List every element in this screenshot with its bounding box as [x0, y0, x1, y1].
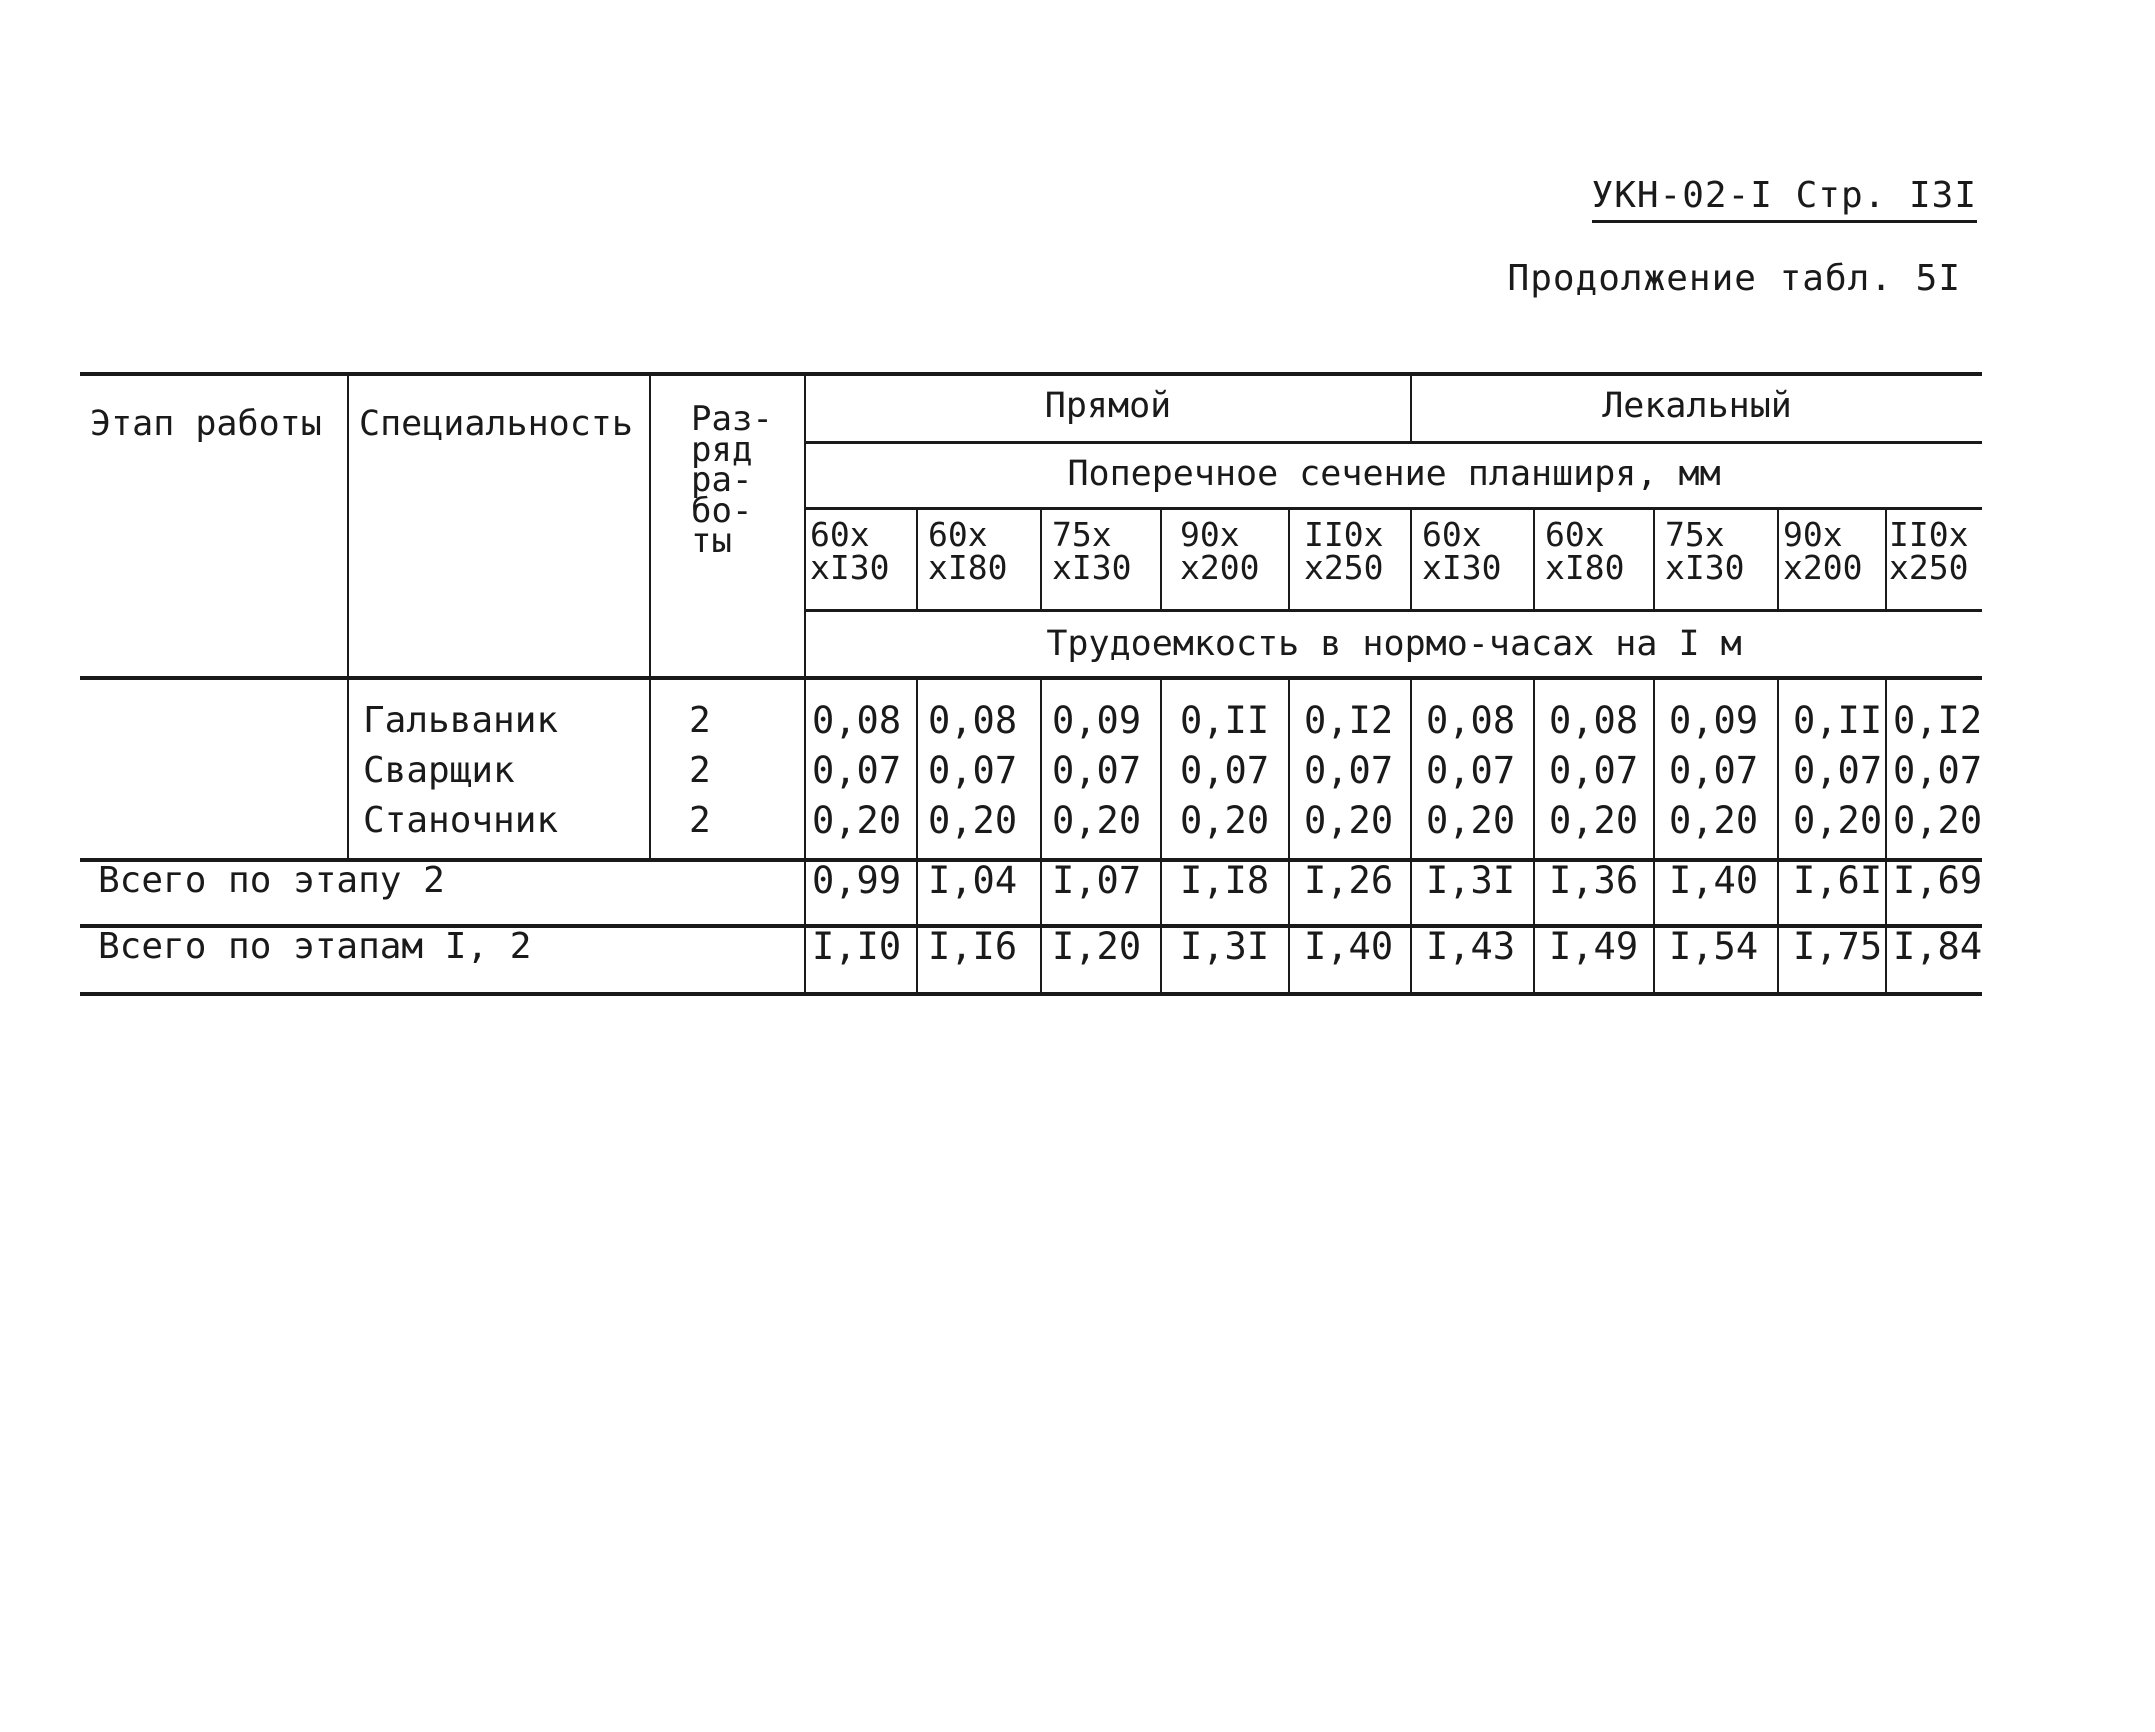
total-all-cell: I,54 [1654, 926, 1778, 994]
value-cell: 0,20 [1893, 799, 1983, 842]
group-straight-text: Прямой [1044, 386, 1172, 426]
value-cell: 0,I2 [1304, 699, 1394, 742]
value-cell: 0,07 [1426, 749, 1516, 792]
total-stage-cell: 0,99 [805, 860, 917, 926]
size-label: 60x xI30 [810, 514, 890, 587]
header-specialty-text: Специальность [359, 404, 633, 444]
total-stage-label-text: Всего по этапу 2 [98, 860, 445, 901]
total-stage-cell: I,3I [1411, 860, 1534, 926]
size-label: II0x x250 [1889, 514, 1969, 587]
total-all-cell: I,20 [1041, 926, 1161, 994]
group-curved [1411, 374, 1982, 442]
value-column [1654, 678, 1778, 860]
value-cell: 0,20 [1052, 799, 1142, 842]
value-cell: 0,08 [1549, 699, 1639, 742]
grade-item: 2 [689, 700, 711, 741]
grade-item: 2 [689, 800, 711, 841]
specialty-item: Станочник [363, 800, 559, 841]
table-continuation-label: Продолжение табл. 5I [1507, 258, 1961, 299]
value-cell: 0,20 [1180, 799, 1270, 842]
value-column [1289, 678, 1411, 860]
value-cell: 0,07 [1669, 749, 1759, 792]
value-cell: 0,07 [1893, 749, 1983, 792]
total-all-cell: I,75 [1778, 926, 1886, 994]
total-all-label-text: Всего по этапам I, 2 [98, 926, 532, 967]
total-all-cell: I,I0 [805, 926, 917, 994]
value-cell: 0,07 [928, 749, 1018, 792]
size-label: 60x xI80 [1545, 514, 1625, 587]
value-column [1778, 678, 1886, 860]
value-cell: 0,07 [1304, 749, 1394, 792]
group-curved-text: Лекальный [1602, 386, 1792, 426]
total-stage-cell: I,36 [1534, 860, 1654, 926]
grade-item: 2 [689, 750, 711, 791]
value-cell: 0,20 [1669, 799, 1759, 842]
size-cell [1289, 508, 1411, 610]
cross-section-text: Поперечное сечение планширя, мм [1067, 453, 1721, 494]
total-all-cell: I,40 [1289, 926, 1411, 994]
total-stage-cell: I,26 [1289, 860, 1411, 926]
value-column [805, 678, 917, 860]
value-cell: 0,08 [928, 699, 1018, 742]
labor-table [80, 372, 1982, 996]
stage-cell-empty [80, 678, 348, 860]
total-stage-label [80, 860, 805, 926]
value-cell: 0,20 [1549, 799, 1639, 842]
value-cell: 0,20 [1793, 799, 1883, 842]
value-cell: 0,20 [1304, 799, 1394, 842]
size-cell [1654, 508, 1778, 610]
specialty-item: Сварщик [363, 750, 515, 791]
value-column [1886, 678, 1982, 860]
total-stage-cell: I,07 [1041, 860, 1161, 926]
size-cell [1161, 508, 1289, 610]
total-stage-cell: I,6I [1778, 860, 1886, 926]
specialty-item: Гальваник [363, 700, 559, 741]
labor-header-text: Трудоемкость в нормо-часах на I м [1046, 623, 1742, 664]
size-cell [917, 508, 1041, 610]
total-stage-cell: I,04 [917, 860, 1041, 926]
size-cell [1534, 508, 1654, 610]
value-cell: 0,20 [1426, 799, 1516, 842]
total-all-cell: I,43 [1411, 926, 1534, 994]
grade-list [650, 678, 805, 860]
size-cell [1886, 508, 1982, 610]
total-all-cell: I,49 [1534, 926, 1654, 994]
value-cell: 0,II [1793, 699, 1883, 742]
size-label: 90x x200 [1180, 514, 1260, 587]
labor-header [805, 610, 1982, 678]
size-label: 60x xI30 [1422, 514, 1502, 587]
size-cell [1411, 508, 1534, 610]
header-grade-text: Раз- ряд ра- бо- ты [691, 399, 773, 562]
total-all-cell: I,84 [1886, 926, 1982, 994]
header-stage [80, 374, 348, 678]
total-stage-cell: I,I8 [1161, 860, 1289, 926]
header-stage-text: Этап работы [90, 404, 322, 444]
total-stage-cell: I,69 [1886, 860, 1982, 926]
document-code: УКН-02-I Стр. I3I [1592, 175, 1977, 223]
total-all-cell: I,3I [1161, 926, 1289, 994]
value-cell: 0,20 [812, 799, 902, 842]
value-cell: 0,20 [928, 799, 1018, 842]
value-column [1041, 678, 1161, 860]
size-label: 75x xI30 [1052, 514, 1132, 587]
size-label: 60x xI80 [928, 514, 1008, 587]
value-cell: 0,07 [1052, 749, 1142, 792]
specialty-list [348, 678, 650, 860]
value-cell: 0,07 [1180, 749, 1270, 792]
size-cell [1041, 508, 1161, 610]
value-cell: 0,07 [1793, 749, 1883, 792]
value-cell: 0,09 [1669, 699, 1759, 742]
value-column [917, 678, 1041, 860]
total-all-cell: I,I6 [917, 926, 1041, 994]
total-stage-cell: I,40 [1654, 860, 1778, 926]
value-cell: 0,08 [812, 699, 902, 742]
size-cell [805, 508, 917, 610]
size-label: 75x xI30 [1665, 514, 1745, 587]
value-cell: 0,08 [1426, 699, 1516, 742]
value-cell: 0,II [1180, 699, 1270, 742]
value-cell: 0,09 [1052, 699, 1142, 742]
value-column [1411, 678, 1534, 860]
header-specialty [348, 374, 650, 678]
value-cell: 0,I2 [1893, 699, 1983, 742]
total-all-label [80, 926, 805, 994]
group-straight [805, 374, 1411, 442]
value-column [1161, 678, 1289, 860]
header-grade [650, 374, 805, 678]
size-cell [1778, 508, 1886, 610]
size-label: 90x x200 [1783, 514, 1863, 587]
size-label: II0x x250 [1304, 514, 1384, 587]
value-cell: 0,07 [1549, 749, 1639, 792]
value-column [1534, 678, 1654, 860]
cross-section-header [805, 442, 1982, 508]
value-cell: 0,07 [812, 749, 902, 792]
